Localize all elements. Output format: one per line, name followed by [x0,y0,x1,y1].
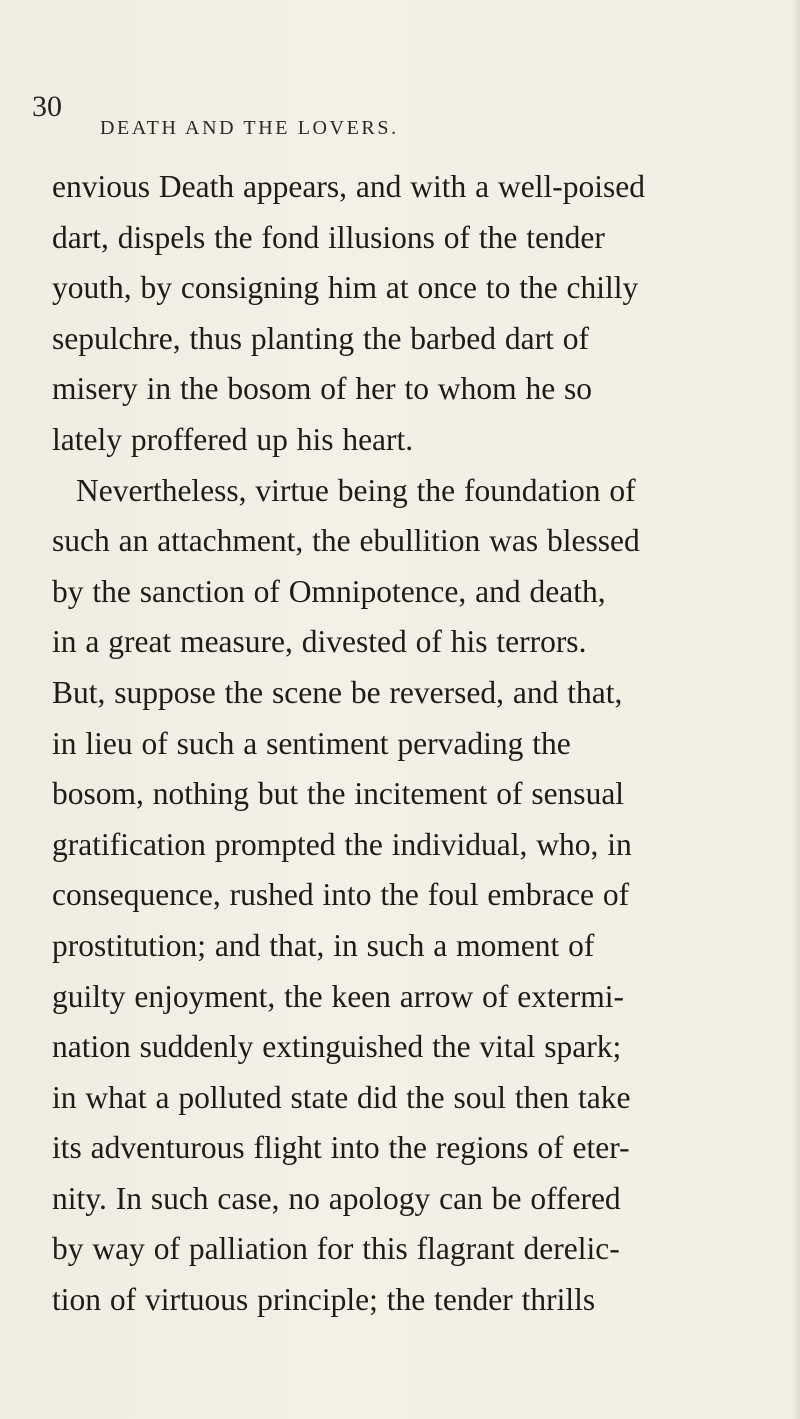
text-line: Nevertheless, virtue being the foundation of [76,472,636,508]
text-line: bosom, nothing but the incitement of sensual [52,776,625,812]
page-edge-shadow [792,0,800,1419]
text-line: envious Death appears, and with a well-poised [52,169,645,204]
text-line: in lieu of such a sentiment pervading the [52,725,571,761]
text-line: such an attachment, the ebullition was blessed [52,523,640,559]
text-line: dart, dispels the fond illusions of the tender [52,219,605,255]
text-line: consequence, rushed into the foul embrace of [52,877,630,913]
text-line: in a great measure, divested of his terrors. [52,624,587,660]
running-head: DEATH AND THE LOVERS. [100,117,399,139]
body-text [52,162,800,1326]
text-line: nation suddenly extinguished the vital spark; [52,1029,622,1065]
text-line: lately proffered up his heart. [52,421,414,457]
text-line: sepulchre, thus planting the barbed dart of [52,320,589,356]
text-line: by way of palliation for this flagrant derelic- [52,1231,620,1267]
text-line: youth, by consigning him at once to the chilly [52,270,639,306]
text-line: tion of virtuous principle; the tender thrills [52,1282,596,1318]
text-line: guilty enjoyment, the keen arrow of extermi- [52,978,624,1014]
text-line: its adventurous flight into the regions of eter- [52,1130,630,1166]
text-line: But, suppose the scene be reversed, and that, [52,674,623,710]
text-line: prostitution; and that, in such a moment of [52,927,595,963]
text-line: nity. In such case, no apology can be offered [52,1180,621,1216]
text-line: misery in the bosom of her to whom he so [52,371,593,407]
text-line: in what a polluted state did the soul then take [52,1079,631,1115]
text-line: gratification prompted the individual, who, in [52,826,632,862]
text-line: by the sanction of Omnipotence, and death, [52,573,606,609]
page-number: 30 [32,90,62,123]
